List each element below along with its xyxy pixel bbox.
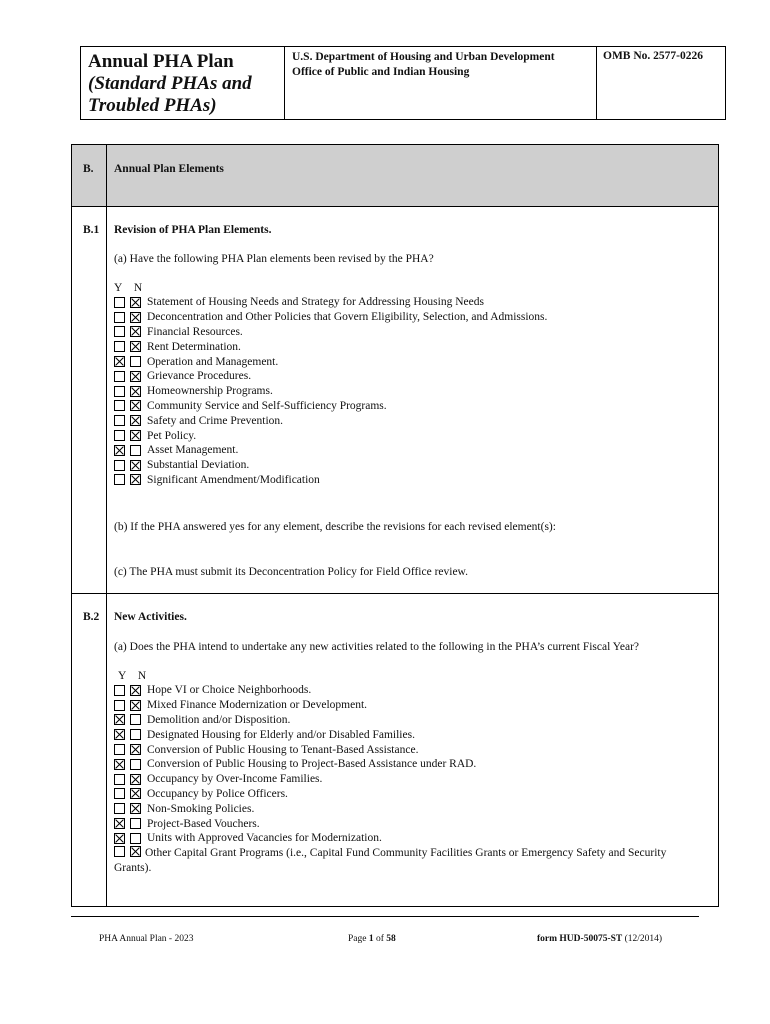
footer-page-number: [348, 934, 396, 944]
b1-item-label: Financial Resources.: [147, 325, 243, 338]
b2-no-checkbox[interactable]: [130, 744, 141, 755]
b1-item-label: Substantial Deviation.: [147, 459, 250, 472]
footer-plan-name: PHA Annual Plan - 2023: [99, 934, 194, 944]
b1-yes-checkbox[interactable]: [114, 474, 125, 485]
page-total: 58: [386, 934, 396, 944]
b1-y-label: Y: [114, 282, 123, 294]
b1-yes-checkbox[interactable]: [114, 326, 125, 337]
b2-item: [114, 801, 694, 816]
b2-yes-checkbox[interactable]: [114, 759, 125, 770]
b2-item: [114, 727, 694, 742]
b1-item: [114, 325, 547, 340]
b1-no-checkbox[interactable]: [130, 474, 141, 485]
b1-item: [114, 413, 547, 428]
b2-no-checkbox[interactable]: [130, 700, 141, 711]
form-subtitle-line2: Troubled PHAs): [88, 95, 217, 116]
b2-question-a: (a) Does the PHA intend to undertake any new activities related to the following in the PHA’s current Fiscal Year?: [114, 641, 640, 653]
b1-question-c: (c) The PHA must submit its Deconcentration Policy for Field Office review.: [114, 566, 468, 578]
form-number: form HUD-50075-ST: [537, 934, 623, 944]
b2-no-checkbox[interactable]: [130, 759, 141, 770]
b1-yes-checkbox[interactable]: [114, 386, 125, 397]
b2-item: [114, 772, 694, 787]
b1-no-checkbox[interactable]: [130, 386, 141, 397]
b1-item: [114, 473, 547, 488]
b1-item-label: Deconcentration and Other Policies that Govern Eligibility, Selection, and Admissions.: [147, 311, 548, 324]
b2-item: [114, 742, 694, 757]
b1-question-b: (b) If the PHA answered yes for any element, describe the revisions for each revised element(s):: [114, 521, 556, 533]
b1-no-checkbox[interactable]: [130, 400, 141, 411]
b2-item-label: Non-Smoking Policies.: [147, 802, 255, 815]
b1-yes-checkbox[interactable]: [114, 445, 125, 456]
b1-item: [114, 310, 547, 325]
b1-item-label: Community Service and Self-Sufficiency Programs.: [147, 399, 387, 412]
b2-yes-checkbox[interactable]: [114, 700, 125, 711]
b2-yes-checkbox[interactable]: [114, 685, 125, 696]
b1-item-label: Asset Management.: [147, 444, 239, 457]
b1-n-label: N: [133, 282, 143, 294]
office-name: Office of Public and Indian Housing: [292, 66, 470, 78]
b2-item: [114, 816, 694, 831]
b1-item: [114, 384, 547, 399]
b1-no-checkbox[interactable]: [130, 415, 141, 426]
b2-title: New Activities.: [114, 611, 187, 623]
b1-item: [114, 369, 547, 384]
b1-item-label: Rent Determination.: [147, 340, 241, 353]
b1-title: Revision of PHA Plan Elements.: [114, 224, 272, 236]
b2-yes-checkbox[interactable]: [114, 833, 125, 844]
b2-no-checkbox[interactable]: [130, 803, 141, 814]
b2-item-label: Conversion of Public Housing to Tenant-Based Assistance.: [147, 743, 419, 756]
b2-yes-checkbox[interactable]: [114, 846, 125, 857]
b2-no-checkbox[interactable]: [130, 714, 141, 725]
form-title-cell: [81, 47, 285, 119]
b1-yes-checkbox[interactable]: [114, 371, 125, 382]
b1-item-label: Significant Amendment/Modification: [147, 473, 320, 486]
b1-no-checkbox[interactable]: [130, 371, 141, 382]
b1-no-checkbox[interactable]: [130, 460, 141, 471]
b2-item: [114, 683, 694, 698]
b1-item: [114, 354, 547, 369]
form-header: [80, 46, 726, 120]
b2-yes-checkbox[interactable]: [114, 788, 125, 799]
b2-y-label: Y: [118, 670, 127, 682]
b1-yn-header: [114, 281, 142, 295]
b1-no-checkbox[interactable]: [130, 312, 141, 323]
b2-yes-checkbox[interactable]: [114, 729, 125, 740]
b2-item: [114, 831, 694, 846]
b2-item: [114, 713, 694, 728]
b1-item: [114, 295, 547, 310]
page-current: 1: [368, 934, 374, 944]
b2-no-checkbox[interactable]: [130, 846, 141, 857]
b1-no-checkbox[interactable]: [130, 341, 141, 352]
b2-item-label: Designated Housing for Elderly and/or Disabled Families.: [147, 728, 415, 741]
b2-number: B.2: [83, 611, 100, 623]
b1-number: B.1: [83, 224, 100, 236]
b2-item: [114, 698, 694, 713]
footer-form-id: [537, 934, 662, 944]
b2-no-checkbox[interactable]: [130, 729, 141, 740]
b2-item-label: Conversion of Public Housing to Project-Based Assistance under RAD.: [147, 758, 477, 771]
omb-number: OMB No. 2577-0226: [603, 50, 703, 62]
b1-question-a: (a) Have the following PHA Plan elements been revised by the PHA?: [114, 253, 434, 265]
b1-item: [114, 399, 547, 414]
form-title: Annual PHA Plan: [88, 51, 234, 72]
b2-item-label: Demolition and/or Disposition.: [147, 713, 291, 726]
b2-no-checkbox[interactable]: [130, 788, 141, 799]
b2-yes-checkbox[interactable]: [114, 818, 125, 829]
b1-yes-checkbox[interactable]: [114, 356, 125, 367]
plan-elements-table: [71, 144, 719, 907]
b1-no-checkbox[interactable]: [130, 326, 141, 337]
b1-no-checkbox[interactable]: [130, 356, 141, 367]
b2-yes-checkbox[interactable]: [114, 744, 125, 755]
b2-yn-header: [118, 669, 146, 683]
b2-item-label: Units with Approved Vacancies for Modernization.: [147, 832, 382, 845]
b1-yes-checkbox[interactable]: [114, 312, 125, 323]
b1-no-checkbox[interactable]: [130, 430, 141, 441]
b1-item: [114, 458, 547, 473]
form-subtitle-line1: (Standard PHAs and: [88, 73, 252, 94]
b1-item-label: Homeownership Programs.: [147, 385, 273, 398]
b2-item: [114, 787, 694, 802]
section-b-title: Annual Plan Elements: [114, 163, 224, 175]
b2-no-checkbox[interactable]: [130, 833, 141, 844]
b1-yes-checkbox[interactable]: [114, 400, 125, 411]
b1-yes-checkbox[interactable]: [114, 430, 125, 441]
row-divider: [72, 593, 718, 594]
b2-yes-checkbox[interactable]: [114, 774, 125, 785]
b2-item: [114, 757, 694, 772]
b2-n-label: N: [137, 670, 147, 682]
footer-rule: [71, 916, 699, 917]
b2-item: [114, 846, 694, 876]
b2-item-label: Other Capital Grant Programs (i.e., Capital Fund Community Facilities Grants or Emergency Safety and Security Grants).: [114, 846, 667, 874]
section-b-header-row: [72, 145, 718, 207]
b1-yes-checkbox[interactable]: [114, 341, 125, 352]
b1-yes-checkbox[interactable]: [114, 297, 125, 308]
column-divider: [106, 145, 107, 906]
b2-no-checkbox[interactable]: [130, 685, 141, 696]
form-date: (12/2014): [622, 934, 663, 944]
b1-yes-checkbox[interactable]: [114, 460, 125, 471]
b1-no-checkbox[interactable]: [130, 297, 141, 308]
b2-item-label: Mixed Finance Modernization or Development.: [147, 699, 368, 712]
b1-item: [114, 339, 547, 354]
b1-item-label: Statement of Housing Needs and Strategy for Addressing Housing Needs: [147, 296, 484, 309]
b2-no-checkbox[interactable]: [130, 818, 141, 829]
b2-yes-checkbox[interactable]: [114, 803, 125, 814]
b1-no-checkbox[interactable]: [130, 445, 141, 456]
b2-item-label: Hope VI or Choice Neighborhoods.: [147, 684, 312, 697]
b2-checklist: [114, 683, 694, 875]
page-of: of: [373, 934, 387, 944]
b2-item-label: Occupancy by Police Officers.: [147, 787, 288, 800]
b1-item-label: Safety and Crime Prevention.: [147, 414, 284, 427]
b2-item-label: Project-Based Vouchers.: [147, 817, 260, 830]
department-name: U.S. Department of Housing and Urban Development: [292, 51, 555, 63]
b2-yes-checkbox[interactable]: [114, 714, 125, 725]
b1-item-label: Pet Policy.: [147, 429, 197, 442]
b1-item-label: Grievance Procedures.: [147, 370, 252, 383]
b2-no-checkbox[interactable]: [130, 774, 141, 785]
b1-item-label: Operation and Management.: [147, 355, 279, 368]
page-prefix: Page: [348, 934, 369, 944]
b1-item: [114, 428, 547, 443]
b1-checklist: [114, 295, 547, 487]
department-cell: [285, 47, 597, 119]
b1-yes-checkbox[interactable]: [114, 415, 125, 426]
b1-item: [114, 443, 547, 458]
section-b-number: B.: [83, 163, 94, 175]
b2-item-label: Occupancy by Over-Income Families.: [147, 773, 323, 786]
